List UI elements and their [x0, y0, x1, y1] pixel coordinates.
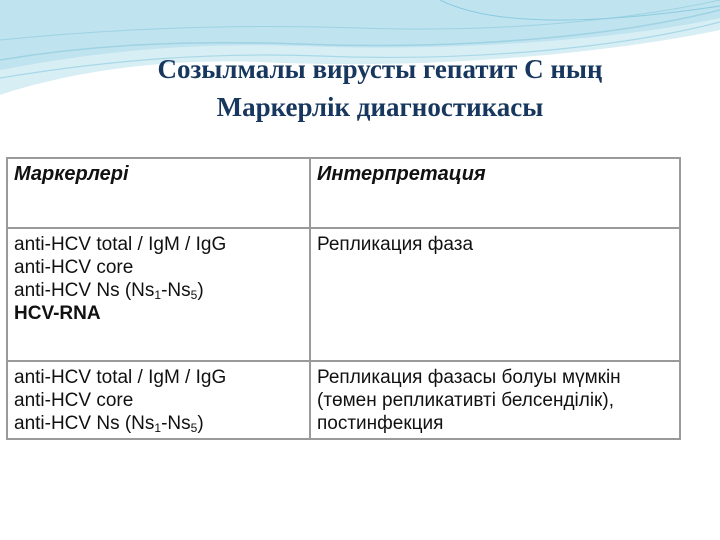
interpretation-cell [310, 228, 680, 361]
interpretation-text: Репликация фаза [317, 234, 474, 255]
title-line-2: Маркерлік диагностикасы [216, 92, 544, 122]
markers-cell [7, 228, 310, 361]
page-title [60, 50, 700, 126]
title-line-1: Созылмалы вирусты гепатит С ның [157, 54, 603, 84]
markers-cell [7, 361, 310, 439]
table-row [7, 228, 680, 361]
interpretation-text: (төмен репликативті белсенділік), [317, 390, 614, 411]
header-interpretation: Интерпретация [310, 158, 680, 228]
marker-item: HCV-RNA [14, 303, 101, 324]
marker-item: anti-HCV total / IgM / IgG [14, 367, 227, 388]
header-markers: Маркерлері [7, 158, 310, 228]
table-row [7, 361, 680, 439]
marker-item: anti-HCV Ns $(Ns_1-Ns_5)$ [14, 413, 204, 435]
marker-item: anti-HCV Ns $(Ns_1-Ns_5)$ [14, 280, 204, 302]
table-header-row [7, 158, 680, 228]
marker-item: anti-HCV total / IgM / IgG [14, 234, 227, 255]
interpretation-text: постинфекция [317, 413, 444, 434]
interpretation-text: Репликация фазасы болуы мүмкін [317, 367, 621, 388]
markers-table [6, 157, 681, 440]
interpretation-cell [310, 361, 680, 439]
marker-item: anti-HCV core [14, 257, 134, 278]
marker-item: anti-HCV core [14, 390, 134, 411]
